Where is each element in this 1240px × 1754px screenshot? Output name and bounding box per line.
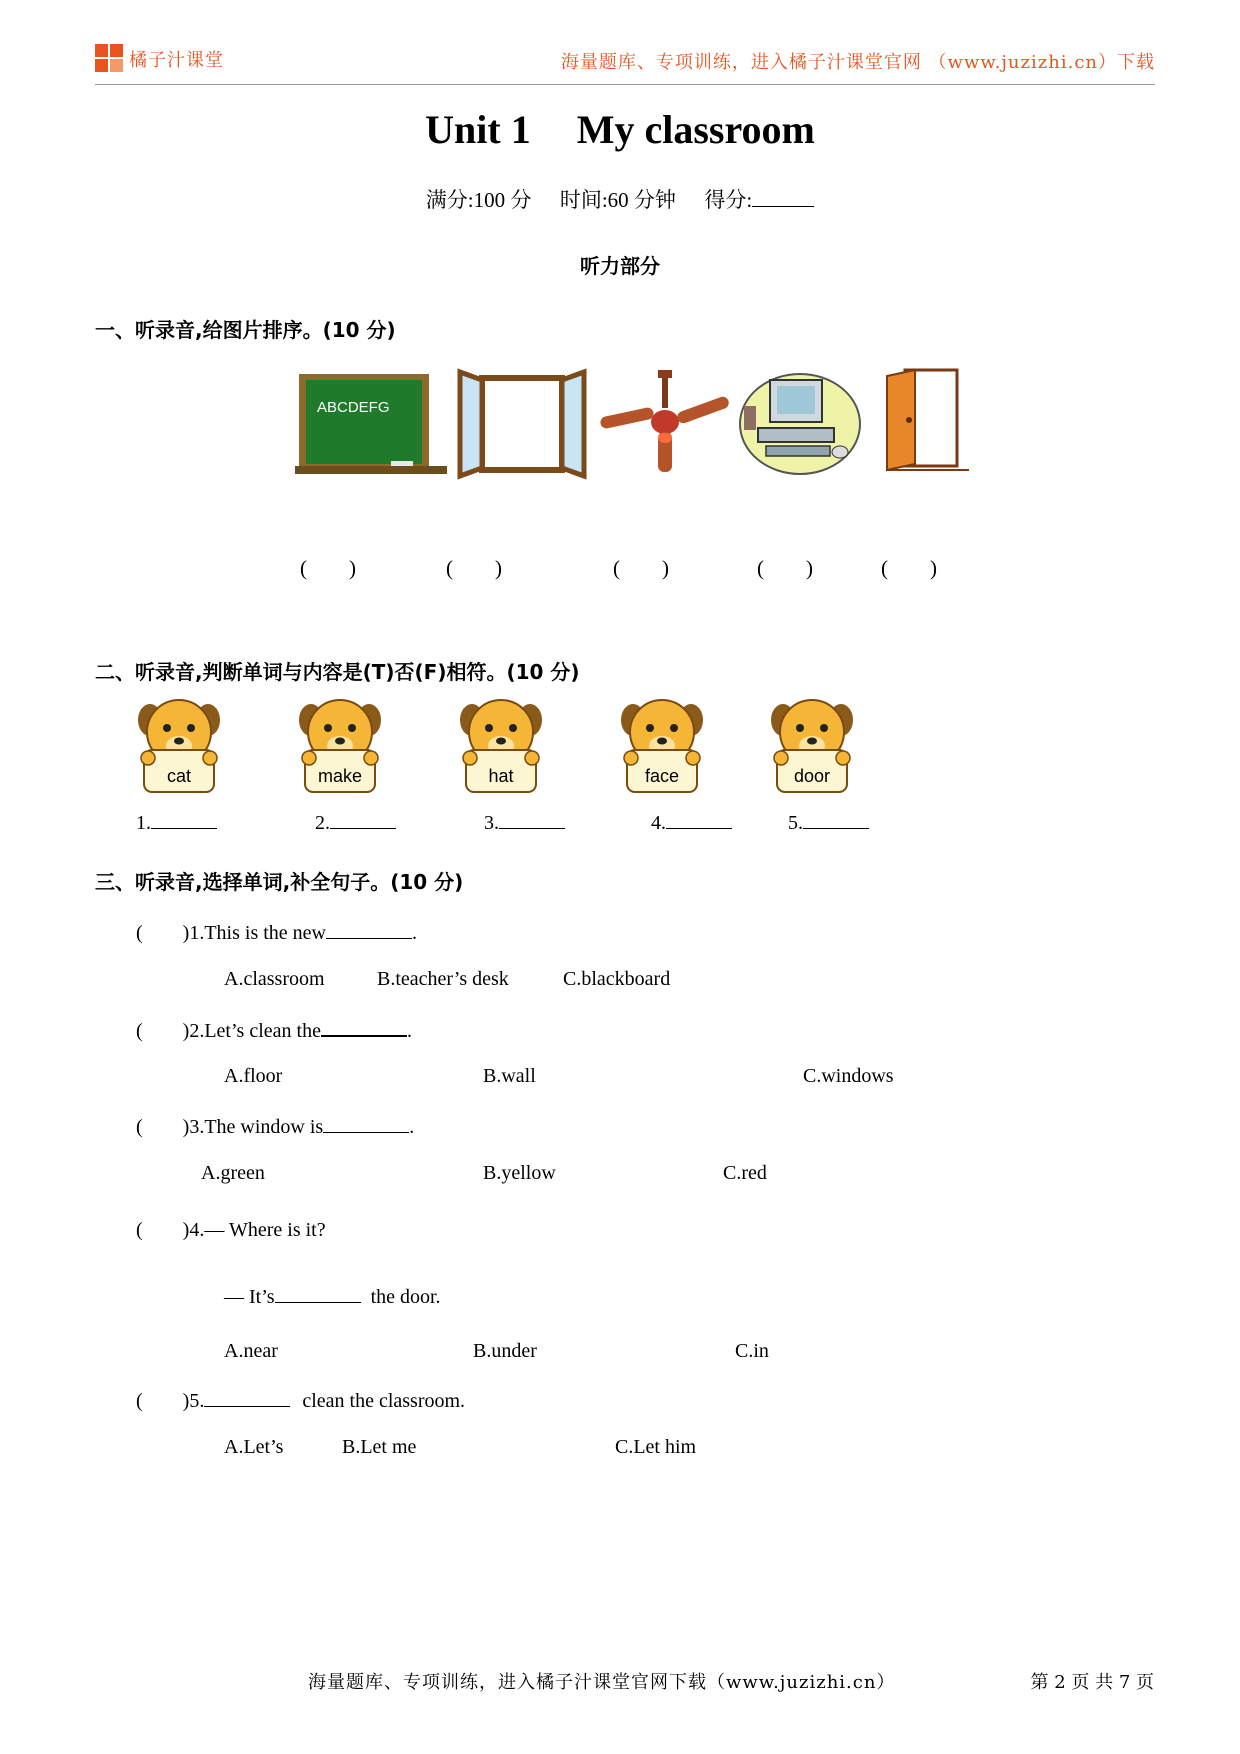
q3-text: )3.The window is [182, 1116, 324, 1138]
section3-title: 三、听录音,选择单词,补全句子。(10 分) [95, 870, 464, 894]
judge-blank[interactable] [499, 810, 565, 829]
q1-text: )1.This is the new [182, 922, 326, 944]
score-blank[interactable] [752, 188, 814, 207]
question-2: ( )2.Let’s clean the . [136, 1017, 412, 1043]
page-title [0, 106, 1240, 153]
bear-card-1 [136, 696, 222, 800]
header-logo [95, 44, 224, 74]
bear-word: make [317, 766, 362, 786]
logo-text: 橘子汁课堂 [129, 50, 224, 71]
question-1: ( )1.This is the new . [136, 922, 417, 944]
q2-option-a[interactable]: A.floor [224, 1065, 283, 1087]
bear-word: door [793, 766, 831, 786]
question-4 [136, 1219, 326, 1242]
time-limit: 时间:60 分钟 [559, 188, 676, 212]
q1-blank[interactable] [326, 920, 412, 939]
bear-word: cat [166, 766, 191, 786]
judge-blank[interactable] [330, 810, 396, 829]
unit-name: My classroom [576, 107, 815, 152]
q2-option-c[interactable]: C.windows [803, 1065, 894, 1087]
answer-blank-3[interactable]: ( ) [613, 556, 669, 580]
question-3: ( )3.The window is . [136, 1116, 415, 1138]
full-score: 满分:100 分 [425, 188, 532, 212]
listening-part-title: 听力部分 [580, 254, 660, 278]
answer-blank-2[interactable]: ( ) [446, 556, 502, 580]
q4-option-a[interactable]: A.near [224, 1340, 278, 1362]
q4-option-c[interactable]: C.in [735, 1340, 769, 1362]
q1-option-c[interactable]: C.blackboard [563, 968, 671, 990]
section1-pictures [295, 368, 995, 483]
judge-number: 5. [788, 812, 803, 834]
q4-paren[interactable]: ( [136, 1219, 143, 1241]
score-label: 得分: [704, 188, 753, 212]
judge-number: 1. [136, 812, 151, 834]
bear-card-2 [297, 696, 383, 800]
q5-option-a[interactable]: A.Let’s [224, 1436, 284, 1458]
blackboard-picture [295, 374, 447, 474]
judge-number: 2. [315, 812, 330, 834]
q2-text: )2.Let’s clean the [182, 1020, 321, 1042]
q3-blank[interactable] [323, 1114, 409, 1133]
q5-paren[interactable]: ( [136, 1390, 143, 1412]
bear-word: hat [488, 766, 514, 786]
q1-paren[interactable]: ( [136, 922, 143, 944]
q2-option-b[interactable]: B.wall [483, 1065, 536, 1087]
q1-option-a[interactable]: A.classroom [224, 968, 325, 990]
header-ad-text: 海量题库、专项训练，进入橘子汁课堂官网 （www.juzizhi.cn）下载 [560, 52, 1155, 73]
q1-option-b[interactable]: B.teacher’s desk [377, 968, 509, 990]
judge-blank[interactable] [666, 810, 732, 829]
section1-title: 一、听录音,给图片排序。(10 分) [95, 318, 396, 342]
q5-option-c[interactable]: C.Let him [615, 1436, 697, 1458]
blackboard-text: ABCDEFG [317, 399, 390, 416]
answer-blank-4[interactable]: ( ) [757, 556, 813, 580]
q5-option-b[interactable]: B.Let me [342, 1436, 417, 1458]
q4-text: )4.— Where is it? [182, 1219, 326, 1241]
computer-picture [740, 374, 860, 474]
bear-card-5 [769, 696, 855, 800]
q3-option-a[interactable]: A.green [201, 1162, 265, 1184]
q4-response: — It’s the door. [224, 1286, 441, 1308]
judge-item-4 [651, 810, 732, 835]
judge-item-5 [788, 810, 869, 835]
unit-label: Unit 1 [425, 107, 531, 152]
judge-item-1 [136, 810, 217, 835]
section2-title: 二、听录音,判断单词与内容是(T)否(F)相符。(10 分) [95, 660, 580, 684]
fan-picture [599, 370, 730, 472]
judge-blank[interactable] [803, 810, 869, 829]
judge-item-3 [484, 810, 565, 835]
door-picture [887, 370, 969, 470]
q3-option-c[interactable]: C.red [723, 1162, 767, 1184]
exam-meta [0, 184, 1240, 214]
bear-card-4 [619, 696, 705, 800]
logo-icon [95, 44, 125, 74]
answer-blank-5[interactable]: ( ) [881, 556, 937, 580]
q2-blank[interactable] [321, 1017, 407, 1037]
q5-text: )5. [182, 1390, 205, 1412]
question-5: ( )5. clean the classroom. [136, 1390, 466, 1412]
page-number: 第 2 页 共 7 页 [1030, 1672, 1154, 1693]
window-picture [460, 372, 584, 476]
judge-blank[interactable] [151, 810, 217, 829]
judge-item-2 [315, 810, 396, 835]
q3-option-b[interactable]: B.yellow [483, 1162, 556, 1184]
judge-number: 3. [484, 812, 499, 834]
q2-paren[interactable]: ( [136, 1020, 143, 1042]
q4-blank[interactable] [275, 1284, 361, 1303]
q5-blank[interactable] [204, 1388, 290, 1407]
judge-number: 4. [651, 812, 666, 834]
q3-paren[interactable]: ( [136, 1116, 143, 1138]
q4-option-b[interactable]: B.under [473, 1340, 537, 1362]
answer-blank-1[interactable]: ( ) [300, 556, 356, 580]
bear-card-3 [458, 696, 544, 800]
footer-text: 海量题库、专项训练，进入橘子汁课堂官网下载（www.juzizhi.cn） [308, 1672, 896, 1693]
header-divider [95, 84, 1155, 85]
bear-word: face [644, 766, 680, 786]
